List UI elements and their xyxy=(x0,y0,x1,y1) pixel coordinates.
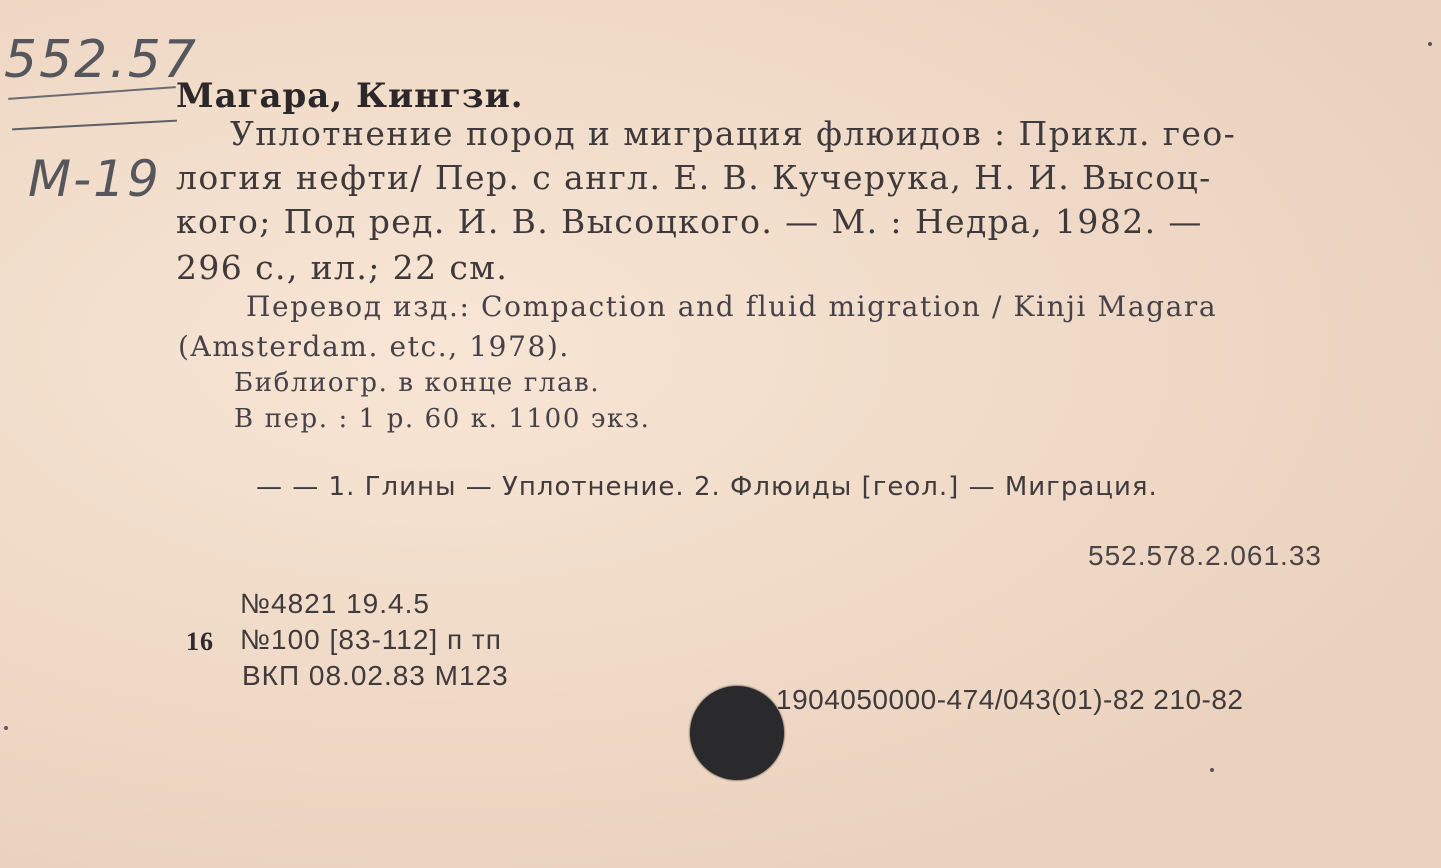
udc-classification: 552.578.2.061.33 xyxy=(1088,540,1322,571)
translation-note: Перевод изд.: Compaction and fluid migration / Kinji Magara xyxy=(246,290,1218,323)
title-line: логия нефти/ Пер. с англ. Е. В. Кучерука, Н. И. Высоц- xyxy=(176,158,1212,197)
service-line: №100 [83-112] п тп xyxy=(240,624,502,655)
translation-note-cont: (Amsterdam. etc., 1978). xyxy=(178,330,570,363)
title-line: Уплотнение пород и миграция флюидов : Прикл. гео- xyxy=(230,114,1237,153)
handwritten-divider xyxy=(12,120,177,131)
physical-description: 296 с., ил.; 22 см. xyxy=(176,248,509,287)
paper-speck xyxy=(4,726,8,730)
price-note: В пер. : 1 р. 60 к. 1100 экз. xyxy=(234,404,651,434)
handwritten-shelf-mark-top: 552.57 xyxy=(4,30,198,90)
subject-headings: — — 1. Глины — Уплотнение. 2. Флюиды [геол.] — Миграция. xyxy=(256,472,1158,502)
service-line: ВКП 08.02.83 М123 xyxy=(242,660,509,691)
punch-hole xyxy=(690,686,784,780)
title-line: кого; Под ред. И. В. Высоцкого. — М. : Недра, 1982. — xyxy=(176,202,1203,241)
handwritten-shelf-mark-bottom: M-19 xyxy=(28,150,161,208)
card-number-badge: 16 xyxy=(186,627,214,656)
service-line: №4821 19.4.5 xyxy=(240,588,430,619)
paper-speck xyxy=(1210,768,1214,772)
bibliography-note: Библиогр. в конце глав. xyxy=(234,368,601,398)
publisher-code: 1904050000-474/043(01)-82 210-82 xyxy=(776,684,1244,715)
author-heading: Магара, Кингзи. xyxy=(176,76,524,116)
paper-speck xyxy=(1428,42,1432,46)
